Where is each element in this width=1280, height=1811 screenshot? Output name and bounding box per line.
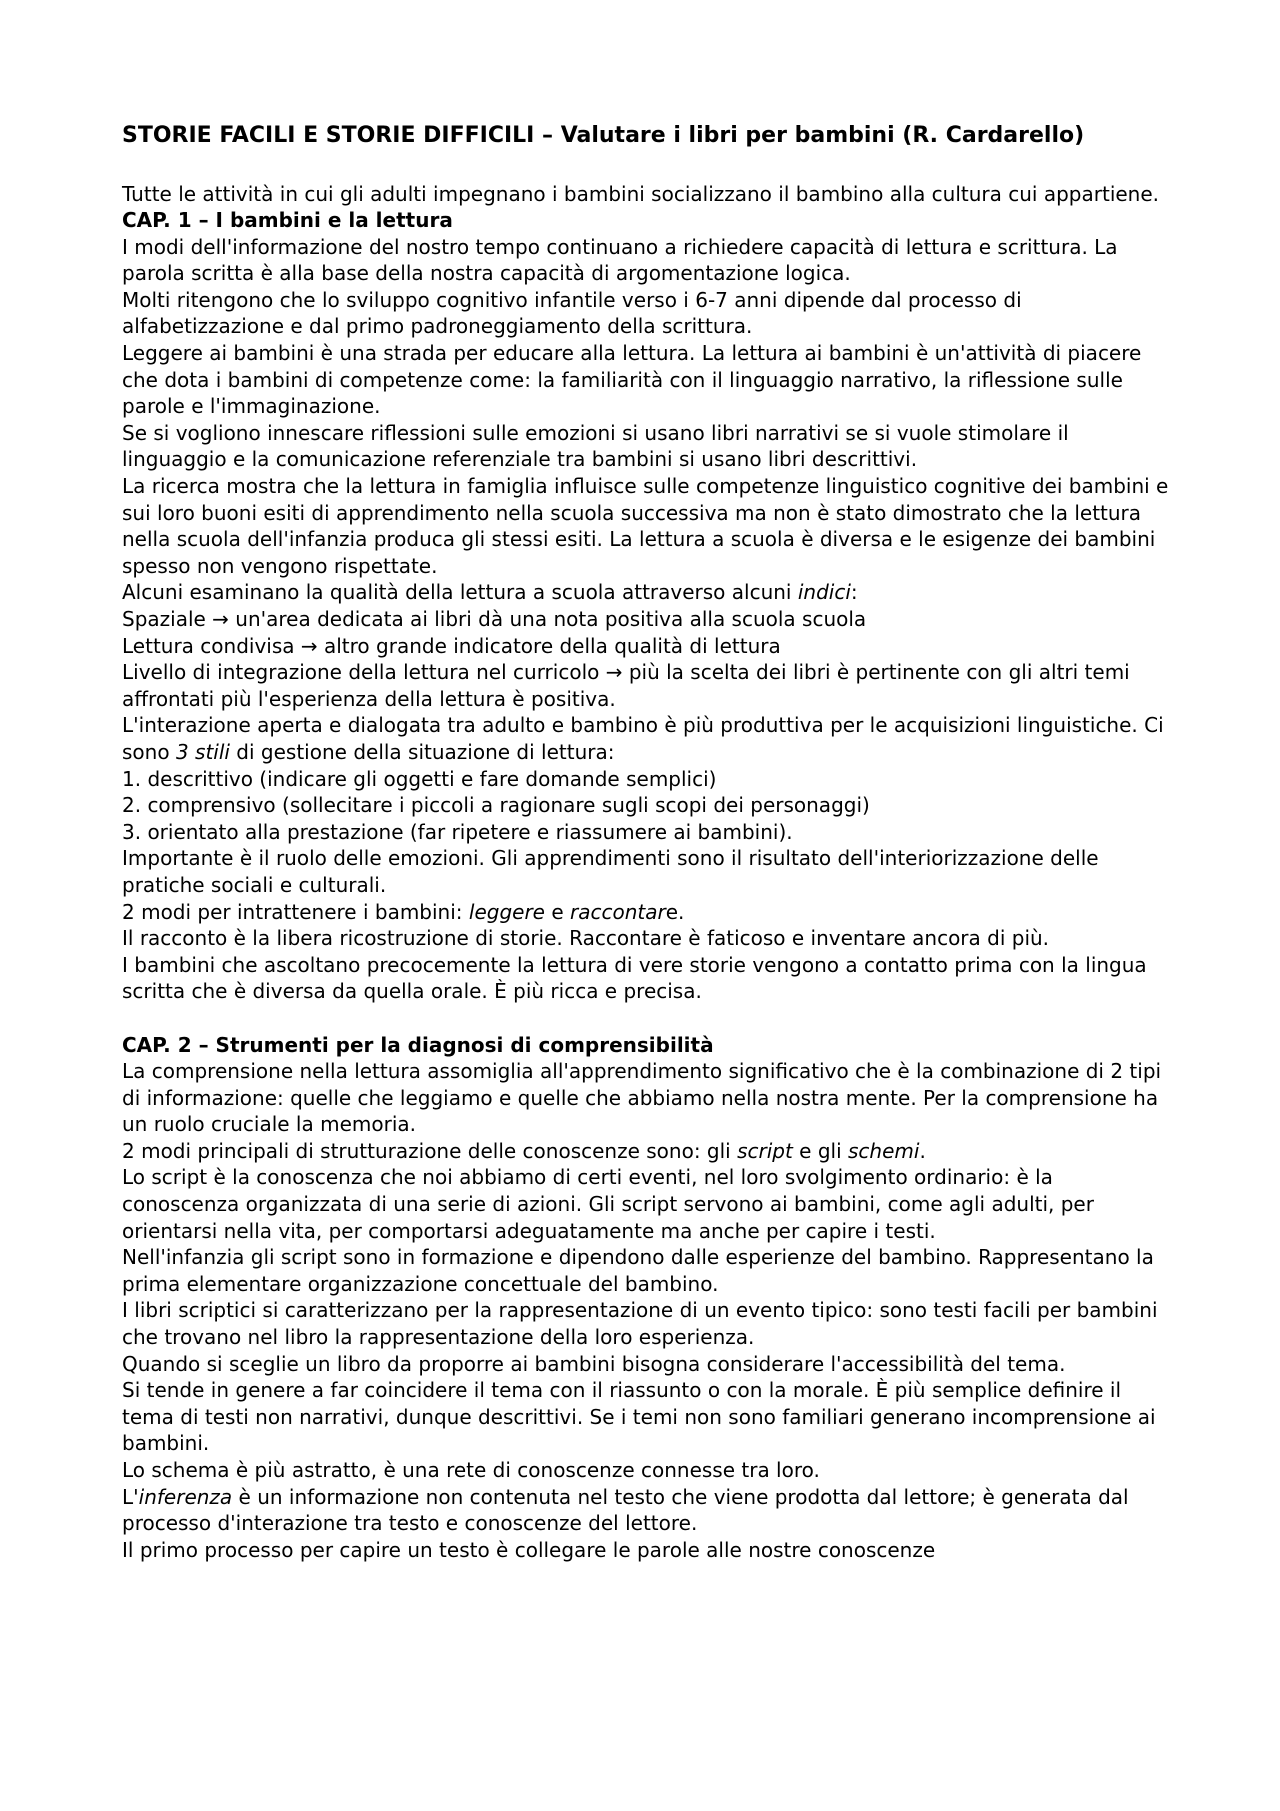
ch2-p9-end: è un informazione non contenuta nel testo che viene prodotta dal lettore; è generata dal processo d'interazione tra testo e conoscenze del lettore.	[122, 1484, 1129, 1536]
ch1-paragraph-7: Spaziale → un'area dedicata ai libri dà una nota positiva alla scuola scuola	[122, 607, 867, 631]
ch2-p2-emphasis-2: schemi	[848, 1138, 920, 1163]
ch2-p2-emphasis-1: script	[737, 1138, 793, 1163]
ch2-paragraph-2	[122, 1138, 1172, 1165]
ch1-paragraph-9: Livello di integrazione della lettura nel curricolo → più la scelta dei libri è pertinente con gli altri temi affrontati più l'esperienza della lettura è positiva.	[122, 660, 1130, 711]
ch1-p15-emphasis-2: raccontar	[570, 899, 666, 924]
ch2-paragraph-6: Quando si sceglie un libro da proporre ai bambini bisogna considerare l'accessibilità del tema.	[122, 1351, 1066, 1376]
chapter-2-heading: CAP. 2 – Strumenti per la diagnosi di comprensibilità	[122, 1032, 714, 1057]
ch2-paragraph-10: Il primo processo per capire un testo è collegare le parole alle nostre conoscenze	[122, 1537, 936, 1562]
ch1-p10-end: di gestione della situazione di lettura:	[229, 739, 615, 764]
ch1-p15-emphasis-1: leggere	[468, 899, 545, 924]
ch2-paragraph-5: I libri scriptici si caratterizzano per la rappresentazione di un evento tipico: sono testi facili per bambini che trovano nel libro la rappresentazione della loro esperienza.	[122, 1298, 1158, 1350]
ch1-p10-emphasis: 3 stili	[175, 739, 230, 764]
ch1-p6-start: Alcuni esaminano la qualità della lettura a scuola attraverso alcuni	[122, 580, 798, 605]
ch1-list-item-1: 1. descrittivo (indicare gli oggetti e fare domande semplici)	[122, 766, 717, 791]
ch1-paragraph-10	[122, 712, 1172, 765]
document-title: STORIE FACILI E STORIE DIFFICILI – Valutare i libri per bambini (R. Cardarello)	[122, 123, 1085, 148]
intro-paragraph: Tutte le attività in cui gli adulti impegnano i bambini socializzano il bambino alla cultura cui appartiene.	[122, 181, 1160, 206]
ch1-p6-end: :	[850, 580, 858, 605]
ch2-paragraph-1: La comprensione nella lettura assomiglia all'apprendimento significativo che è la combinazione di 2 tipi di informazione: quelle che leggiamo e quelle che abbiamo nella nostra mente. Per la comprensione ha un ruolo cruciale la memoria.	[122, 1059, 1162, 1137]
ch1-paragraph-1: I modi dell'informazione del nostro tempo continuano a richiedere capacità di lettura e scrittura. La parola scritta è alla base della nostra capacità di argomentazione logica.	[122, 234, 1118, 286]
ch1-paragraph-2: Molti ritengono che lo sviluppo cognitivo infantile verso i 6-7 anni dipende dal processo di alfabetizzazione e dal primo padroneggiamento della scrittura.	[122, 287, 1022, 339]
ch2-paragraph-8: Lo schema è più astratto, è una rete di conoscenze connesse tra loro.	[122, 1458, 820, 1482]
ch2-p2-end: .	[919, 1138, 926, 1163]
ch1-list-item-3: 3. orientato alla prestazione (far ripetere e riassumere ai bambini).	[122, 819, 793, 844]
ch1-paragraph-16: Il racconto è la libera ricostruzione di storie. Raccontare è faticoso e inventare ancora di più.	[122, 926, 1050, 951]
ch1-p10-start: L'interazione aperta e dialogata tra adulto e bambino è più produttiva per le acquisizioni linguistiche. Ci sono	[122, 713, 1164, 764]
document-page	[122, 122, 1172, 1563]
ch1-list-item-2: 2. comprensivo (sollecitare i piccoli a ragionare sugli scopi dei personaggi)	[122, 793, 870, 818]
ch1-p6-emphasis: indici	[797, 580, 851, 605]
ch2-p2-mid: e gli	[792, 1138, 848, 1163]
ch2-p2-start: 2 modi principali di strutturazione delle conoscenze sono: gli	[122, 1138, 738, 1163]
ch2-paragraph-3: Lo script è la conoscenza che noi abbiamo di certi eventi, nel loro svolgimento ordinario: è la conoscenza organizzata di una serie di azioni. Gli script servono ai bambini, come agli adulti, per orientarsi nella vita, per comportarsi adeguatamente ma anche per capire i testi.	[122, 1165, 1094, 1243]
ch2-p9-start: L'	[122, 1484, 139, 1509]
ch2-paragraph-9	[122, 1484, 1172, 1537]
ch1-paragraph-8: Lettura condivisa → altro grande indicatore della qualità di lettura	[122, 633, 781, 658]
ch1-paragraph-15	[122, 899, 1172, 926]
ch1-p15-mid: e	[544, 899, 571, 924]
paragraph-spacer	[122, 1005, 1172, 1032]
ch2-p9-emphasis: inferenza	[138, 1484, 233, 1509]
ch1-paragraph-17: I bambini che ascoltano precocemente la lettura di vere storie vengono a contatto prima con la lingua scritta che è diversa da quella orale. È più ricca e precisa.	[122, 952, 1147, 1004]
ch2-paragraph-4: Nell'infanzia gli script sono in formazione e dipendono dalle esperienze del bambino. Rappresentano la prima elementare organizzazione concettuale del bambino.	[122, 1245, 1154, 1296]
ch1-paragraph-6	[122, 579, 1172, 606]
ch2-paragraph-7: Si tende in genere a far coincidere il tema con il riassunto o con la morale. È più semplice definire il tema di testi non narrativi, dunque descrittivi. Se i temi non sono familiari generano incomprensione ai bambini.	[122, 1378, 1156, 1456]
ch1-paragraph-3: Leggere ai bambini è una strada per educare alla lettura. La lettura ai bambini è un'attività di piacere che dota i bambini di competenze come: la familiarità con il linguaggio narrativo, la riflessione sulle parole e l'immaginazione.	[122, 341, 1142, 419]
ch1-p15-end: e.	[665, 899, 685, 924]
ch1-paragraph-5: La ricerca mostra che la lettura in famiglia influisce sulle competenze linguistico cognitive dei bambini e sui loro buoni esiti di apprendimento nella scuola successiva ma non è stato dimostrato che la lettura nella scuola dell'infanzia produca gli stessi esiti. La lettura a scuola è diversa e le esigenze dei bambini spesso non vengono rispettate.	[122, 474, 1169, 578]
ch1-paragraph-4: Se si vogliono innescare riflessioni sulle emozioni si usano libri narrativi se si vuole stimolare il linguaggio e la comunicazione referenziale tra bambini si usano libri descrittivi.	[122, 420, 1069, 472]
chapter-1-heading: CAP. 1 – I bambini e la lettura	[122, 208, 453, 233]
ch1-p15-start: 2 modi per intrattenere i bambini:	[122, 899, 469, 924]
ch1-paragraph-14: Importante è il ruolo delle emozioni. Gli apprendimenti sono il risultato dell'interiorizzazione delle pratiche sociali e culturali.	[122, 846, 1099, 897]
